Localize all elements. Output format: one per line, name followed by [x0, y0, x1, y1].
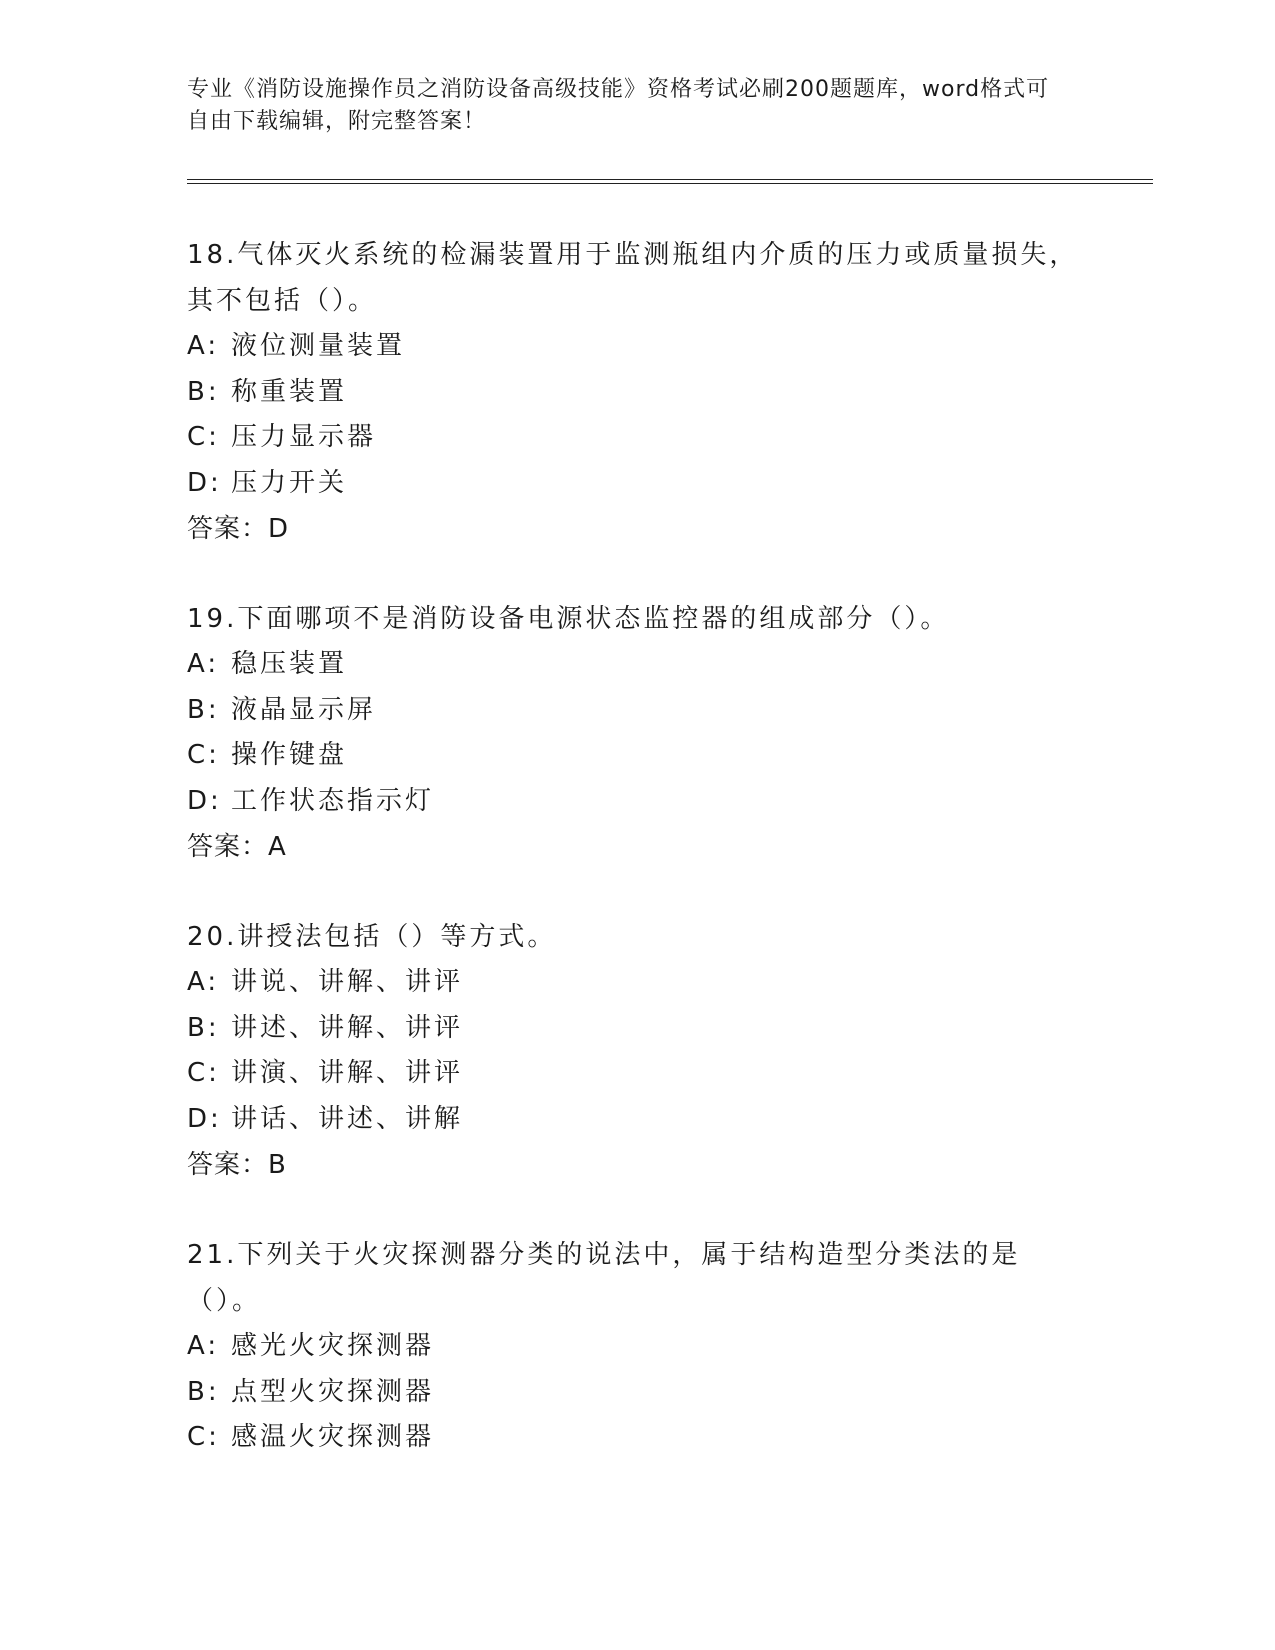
option-text: 压力开关: [231, 467, 348, 498]
option-letter: D:: [187, 467, 222, 498]
option-letter: B:: [187, 1012, 220, 1043]
answer-line: 答案：B: [187, 1150, 287, 1180]
option-d: [187, 461, 1087, 507]
option-letter: A:: [187, 331, 220, 361]
option-text: 讲话、讲述、讲解: [231, 1103, 464, 1134]
option-letter: A:: [187, 649, 220, 679]
option-c: [187, 1415, 1087, 1461]
option-letter: C:: [187, 740, 220, 770]
option-letter: B:: [187, 694, 220, 725]
option-text: 感光火灾探测器: [231, 1331, 435, 1361]
question-stem: 21.下列关于火灾探测器分类的说法中，属于结构造型分类法的是（）。: [187, 1240, 1021, 1316]
option-letter: B:: [187, 1376, 220, 1407]
option-c: [187, 415, 1087, 461]
option-letter: B:: [187, 376, 220, 407]
option-text: 讲说、讲解、讲评: [231, 967, 464, 997]
option-c: [187, 733, 1087, 779]
option-text: 工作状态指示灯: [231, 785, 435, 816]
header-divider-top: [187, 179, 1153, 180]
option-b: [187, 1370, 1087, 1416]
answer-line: 答案：A: [187, 832, 287, 862]
question-19: [187, 596, 1087, 870]
option-a: [187, 1324, 1087, 1370]
option-a: [187, 960, 1087, 1006]
option-letter: C:: [187, 422, 220, 452]
option-text: 压力显示器: [231, 422, 377, 452]
question-list: [187, 232, 1087, 1505]
option-text: 稳压装置: [231, 649, 348, 679]
option-letter: D:: [187, 1103, 222, 1134]
option-d: [187, 779, 1087, 825]
header-divider-bottom: [187, 183, 1153, 184]
question-stem: 18.气体灭火系统的检漏装置用于监测瓶组内介质的压力或质量损失，其不包括（）。: [187, 240, 1079, 316]
option-b: [187, 1006, 1087, 1052]
question-stem: 19.下面哪项不是消防设备电源状态监控器的组成部分（）。: [187, 604, 950, 634]
option-letter: C:: [187, 1422, 220, 1452]
option-a: [187, 642, 1087, 688]
option-text: 讲演、讲解、讲评: [231, 1058, 464, 1088]
document-intro: 专业《消防设施操作员之消防设备高级技能》资格考试必刷200题题库，word格式可自由下载编辑，附完整答案！: [187, 77, 1050, 134]
option-a: [187, 324, 1087, 370]
question-20: [187, 914, 1087, 1188]
option-letter: D:: [187, 785, 222, 816]
option-text: 液位测量装置: [231, 331, 406, 361]
question-21: [187, 1232, 1087, 1461]
answer-line: 答案：D: [187, 514, 290, 544]
option-text: 操作键盘: [231, 740, 348, 770]
option-text: 点型火灾探测器: [231, 1376, 435, 1407]
option-letter: A:: [187, 1331, 220, 1361]
option-text: 液晶显示屏: [231, 694, 377, 725]
option-b: [187, 688, 1087, 734]
option-b: [187, 370, 1087, 416]
option-letter: A:: [187, 967, 220, 997]
question-18: [187, 232, 1087, 552]
option-d: [187, 1097, 1087, 1143]
option-text: 感温火灾探测器: [231, 1422, 435, 1452]
option-text: 称重装置: [231, 376, 348, 407]
question-stem: 20.讲授法包括（）等方式。: [187, 922, 557, 952]
option-text: 讲述、讲解、讲评: [231, 1012, 464, 1043]
option-c: [187, 1051, 1087, 1097]
option-letter: C:: [187, 1058, 220, 1088]
